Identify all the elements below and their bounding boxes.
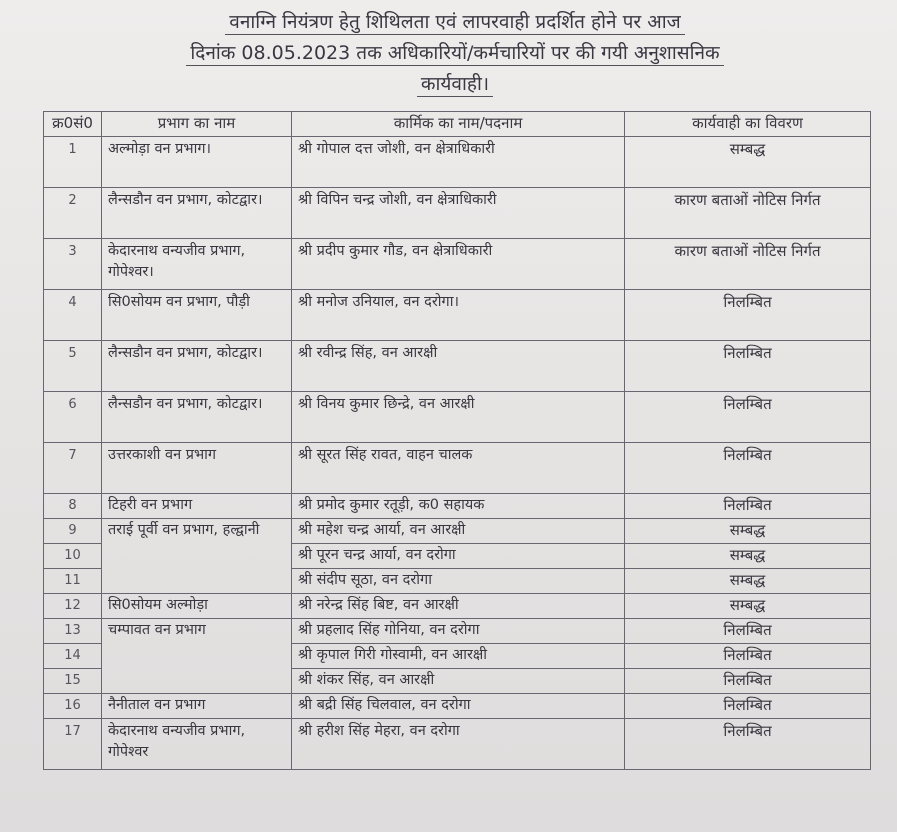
serial-cell: 6 [44, 392, 102, 443]
personnel-cell: श्री विनय कुमार छिन्द्रे, वन आरक्षी [292, 392, 625, 443]
table-header-row [44, 112, 871, 137]
division-cell: टिहरी वन प्रभाग [102, 494, 292, 519]
personnel-cell: श्री बद्री सिंह चिलवाल, वन दरोगा [292, 694, 625, 719]
personnel-cell: श्री गोपाल दत्त जोशी, वन क्षेत्राधिकारी [292, 137, 625, 188]
table-row [44, 594, 871, 619]
personnel-cell: श्री सूरत सिंह रावत, वाहन चालक [292, 443, 625, 494]
header-serial: क्र0सं0 [44, 112, 102, 137]
serial-cell: 3 [44, 239, 102, 290]
header-action: कार्यवाही का विवरण [625, 112, 871, 137]
action-cell: निलम्बित [625, 494, 871, 519]
header-division: प्रभाग का नाम [102, 112, 292, 137]
table-row [44, 519, 871, 544]
action-cell: निलम्बित [625, 341, 871, 392]
table-row [44, 392, 871, 443]
division-cell: लैन्सडौन वन प्रभाग, कोटद्वार। [102, 188, 292, 239]
action-cell: सम्बद्ध [625, 137, 871, 188]
heading-line-1: वनाग्नि नियंत्रण हेतु शिथिलता एवं लापरवाही प्रदर्शित होने पर आज [225, 10, 685, 35]
table-row [44, 290, 871, 341]
serial-cell: 12 [44, 594, 102, 619]
personnel-cell: श्री विपिन चन्द्र जोशी, वन क्षेत्राधिकारी [292, 188, 625, 239]
personnel-cell: श्री मनोज उनियाल, वन दरोगा। [292, 290, 625, 341]
division-cell: केदारनाथ वन्यजीव प्रभाग, गोपेश्वर। [102, 239, 292, 290]
personnel-cell: श्री रवीन्द्र सिंह, वन आरक्षी [292, 341, 625, 392]
serial-cell: 11 [44, 569, 102, 594]
division-cell: केदारनाथ वन्यजीव प्रभाग, गोपेश्वर [102, 719, 292, 770]
serial-cell: 16 [44, 694, 102, 719]
table-row [44, 188, 871, 239]
personnel-cell: श्री प्रहलाद सिंह गोनिया, वन दरोगा [292, 619, 625, 644]
personnel-cell: श्री महेश चन्द्र आर्या, वन आरक्षी [292, 519, 625, 544]
division-cell: लैन्सडौन वन प्रभाग, कोटद्वार। [102, 392, 292, 443]
serial-cell: 7 [44, 443, 102, 494]
heading-line-2: दिनांक 08.05.2023 तक अधिकारियों/कर्मचारियों पर की गयी अनुशासनिक [186, 41, 723, 66]
personnel-cell: श्री संदीप सूठा, वन दरोगा [292, 569, 625, 594]
action-cell: निलम्बित [625, 694, 871, 719]
serial-cell: 5 [44, 341, 102, 392]
header-personnel: कार्मिक का नाम/पदनाम [292, 112, 625, 137]
serial-cell: 14 [44, 644, 102, 669]
action-cell: निलम्बित [625, 392, 871, 443]
division-cell: लैन्सडौन वन प्रभाग, कोटद्वार। [102, 341, 292, 392]
action-cell: कारण बताओं नोटिस निर्गत [625, 188, 871, 239]
division-cell: सि0सोयम अल्मोड़ा [102, 594, 292, 619]
action-cell: कारण बताओं नोटिस निर्गत [625, 239, 871, 290]
action-cell: सम्बद्ध [625, 594, 871, 619]
personnel-cell: श्री शंकर सिंह, वन आरक्षी [292, 669, 625, 694]
division-cell: उत्तरकाशी वन प्रभाग [102, 443, 292, 494]
personnel-cell: श्री प्रमोद कुमार रतूड़ी, क0 सहायक [292, 494, 625, 519]
table-row [44, 494, 871, 519]
action-cell: निलम्बित [625, 619, 871, 644]
personnel-cell: श्री नरेन्द्र सिंह बिष्ट, वन आरक्षी [292, 594, 625, 619]
personnel-cell: श्री प्रदीप कुमार गौड, वन क्षेत्राधिकारी [292, 239, 625, 290]
personnel-cell: श्री हरीश सिंह मेहरा, वन दरोगा [292, 719, 625, 770]
action-cell: सम्बद्ध [625, 544, 871, 569]
division-cell: अल्मोड़ा वन प्रभाग। [102, 137, 292, 188]
division-cell: नैनीताल वन प्रभाग [102, 694, 292, 719]
table-row [44, 341, 871, 392]
serial-cell: 8 [44, 494, 102, 519]
table-row [44, 694, 871, 719]
action-cell: निलम्बित [625, 719, 871, 770]
disciplinary-action-table [43, 111, 871, 770]
table-row [44, 137, 871, 188]
action-cell: निलम्बित [625, 290, 871, 341]
table-row [44, 443, 871, 494]
document-heading [60, 8, 850, 101]
serial-cell: 2 [44, 188, 102, 239]
serial-cell: 15 [44, 669, 102, 694]
table-row [44, 619, 871, 644]
serial-cell: 13 [44, 619, 102, 644]
action-cell: निलम्बित [625, 644, 871, 669]
serial-cell: 17 [44, 719, 102, 770]
division-cell: सि0सोयम वन प्रभाग, पौड़ी [102, 290, 292, 341]
serial-cell: 10 [44, 544, 102, 569]
action-cell: सम्बद्ध [625, 569, 871, 594]
action-cell: निलम्बित [625, 443, 871, 494]
division-cell: तराई पूर्वी वन प्रभाग, हल्द्वानी [102, 519, 292, 594]
table-row [44, 719, 871, 770]
heading-line-3: कार्यवाही। [417, 72, 493, 97]
personnel-cell: श्री पूरन चन्द्र आर्या, वन दरोगा [292, 544, 625, 569]
serial-cell: 4 [44, 290, 102, 341]
serial-cell: 9 [44, 519, 102, 544]
serial-cell: 1 [44, 137, 102, 188]
action-cell: निलम्बित [625, 669, 871, 694]
table-row [44, 239, 871, 290]
action-cell: सम्बद्ध [625, 519, 871, 544]
personnel-cell: श्री कृपाल गिरी गोस्वामी, वन आरक्षी [292, 644, 625, 669]
division-cell: चम्पावत वन प्रभाग [102, 619, 292, 694]
